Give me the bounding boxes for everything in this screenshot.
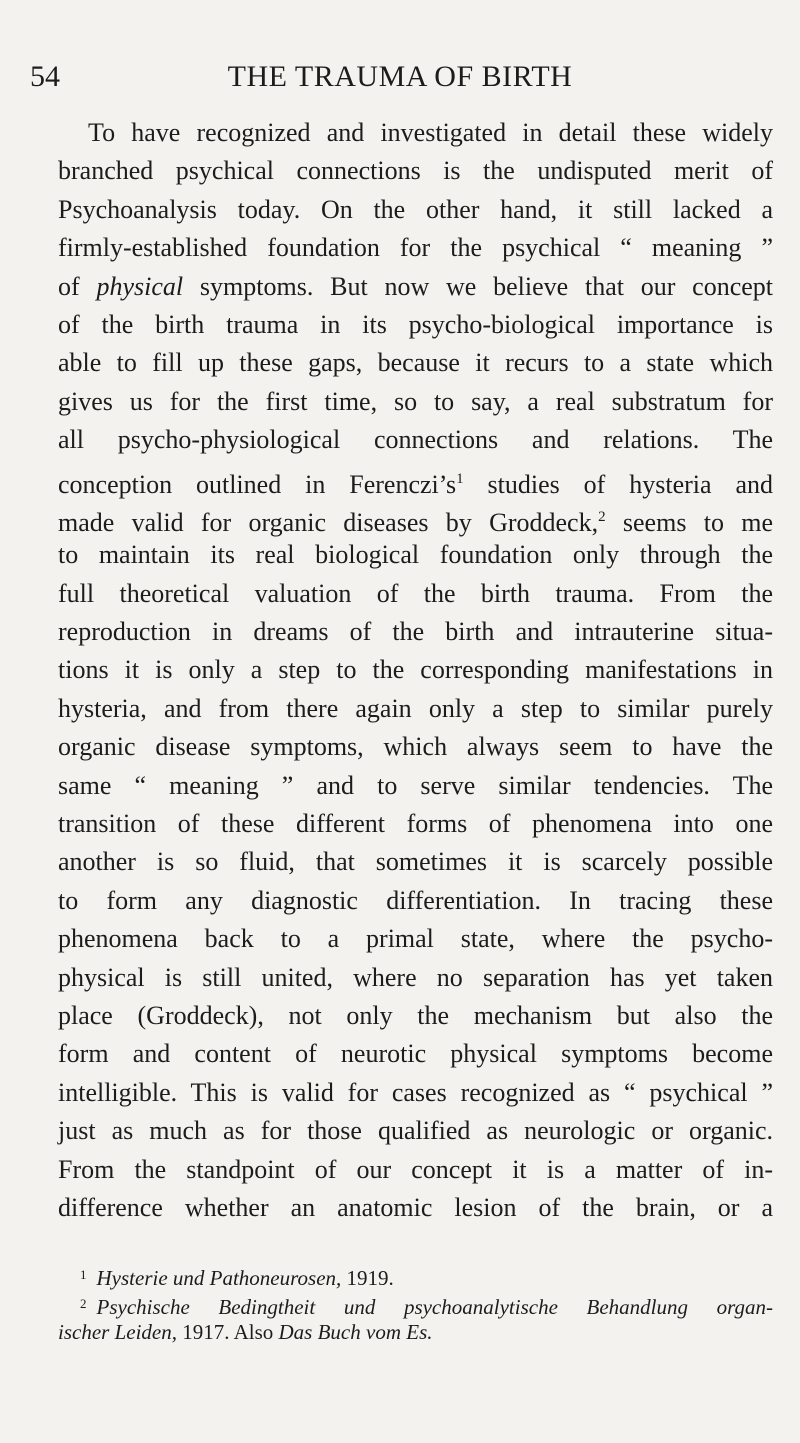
footnote-year: 1919.	[346, 1266, 394, 1290]
text-line: gives us for the first time, so to say, a real substratum for	[58, 386, 773, 416]
text-line: hysteria, and from there again only a step to similar purely	[58, 693, 773, 723]
text-line: another is so fluid, that sometimes it is scarcely possible	[58, 847, 773, 877]
text-line: To have recognized and investigated in detail these widely	[88, 118, 773, 147]
footnote-2-continued	[58, 1318, 773, 1347]
footnote-also-title: Das Buch vom Es.	[278, 1320, 433, 1344]
text-line: of the birth trauma in its psycho-biological importance is	[58, 309, 773, 339]
text-line: tions it is only a step to the corresponding manifestations in	[58, 655, 773, 685]
footnotes	[58, 1260, 773, 1347]
text-line: intelligible. This is valid for cases recognized as “ psychical ”	[58, 1077, 773, 1107]
text-line: physical is still united, where no separation has yet taken	[58, 962, 773, 992]
text-line: organic disease symptoms, which always seem to have the	[58, 732, 773, 762]
footnote-ref-1: 1	[456, 470, 464, 487]
text-line: conception outlined in $Ferenczi’s^1$ studies of hysteria and	[58, 469, 773, 499]
text-line: to form any diagnostic differentiation. In tracing these	[58, 885, 773, 915]
text-line: place (Groddeck), not only the mechanism but also the	[58, 1000, 773, 1030]
body-text	[58, 114, 773, 1227]
footnote-2	[58, 1289, 773, 1318]
text-line: made valid for organic diseases by Groddeck,$^2$ seems to me	[58, 507, 774, 537]
running-head: THE TRAUMA OF BIRTH	[227, 60, 573, 93]
footnote-title-cont: ischer Leiden,	[58, 1320, 177, 1344]
footnote-marker: 2	[80, 1296, 87, 1311]
text-line: form and content of neurotic physical symptoms become	[58, 1039, 773, 1069]
text-line: to maintain its real biological foundation only through the	[58, 540, 773, 570]
page-header	[30, 60, 770, 100]
footnote-1	[58, 1260, 773, 1289]
footnote-title: Hysterie und Pathoneurosen,	[96, 1266, 342, 1290]
footnote-marker: 1	[80, 1267, 87, 1282]
text-line: phenomena back to a primal state, where the psycho-	[58, 924, 773, 954]
page-number: 54	[30, 60, 60, 93]
text-line: able to fill up these gaps, because it recurs to a state which	[58, 348, 773, 378]
footnote-ref-2: 2	[598, 508, 606, 525]
text-line: difference whether an anatomic lesion of the brain, or a	[58, 1192, 773, 1222]
footnote-title: Psychische Bedingtheit und psychoanalytische Behandlung organ-	[96, 1295, 773, 1319]
text-line: same “ meaning ” and to serve similar tendencies. The	[58, 770, 773, 800]
text-line: transition of these different forms of phenomena into one	[58, 809, 773, 839]
text-line: Psychoanalysis today. On the other hand, it still lacked a	[58, 194, 773, 224]
text-line: full theoretical valuation of the birth trauma. From the	[58, 578, 773, 608]
footnote-also: Also	[233, 1320, 274, 1344]
emphasis-physical: physical	[96, 271, 184, 301]
text-line: all psycho-physiological connections and relations. The	[58, 425, 773, 455]
text-line: of physical symptoms. But now we believe that our concept	[58, 271, 774, 301]
text-line: firmly-established foundation for the psychical “ meaning ”	[58, 233, 773, 263]
text-line: just as much as for those qualified as neurologic or organic.	[58, 1116, 773, 1146]
footnote-year: 1917.	[182, 1320, 230, 1344]
text-line: reproduction in dreams of the birth and intrauterine situa-	[58, 617, 773, 647]
text-line: From the standpoint of our concept it is a matter of in-	[58, 1154, 773, 1184]
text-line: branched psychical connections is the undisputed merit of	[58, 156, 773, 186]
